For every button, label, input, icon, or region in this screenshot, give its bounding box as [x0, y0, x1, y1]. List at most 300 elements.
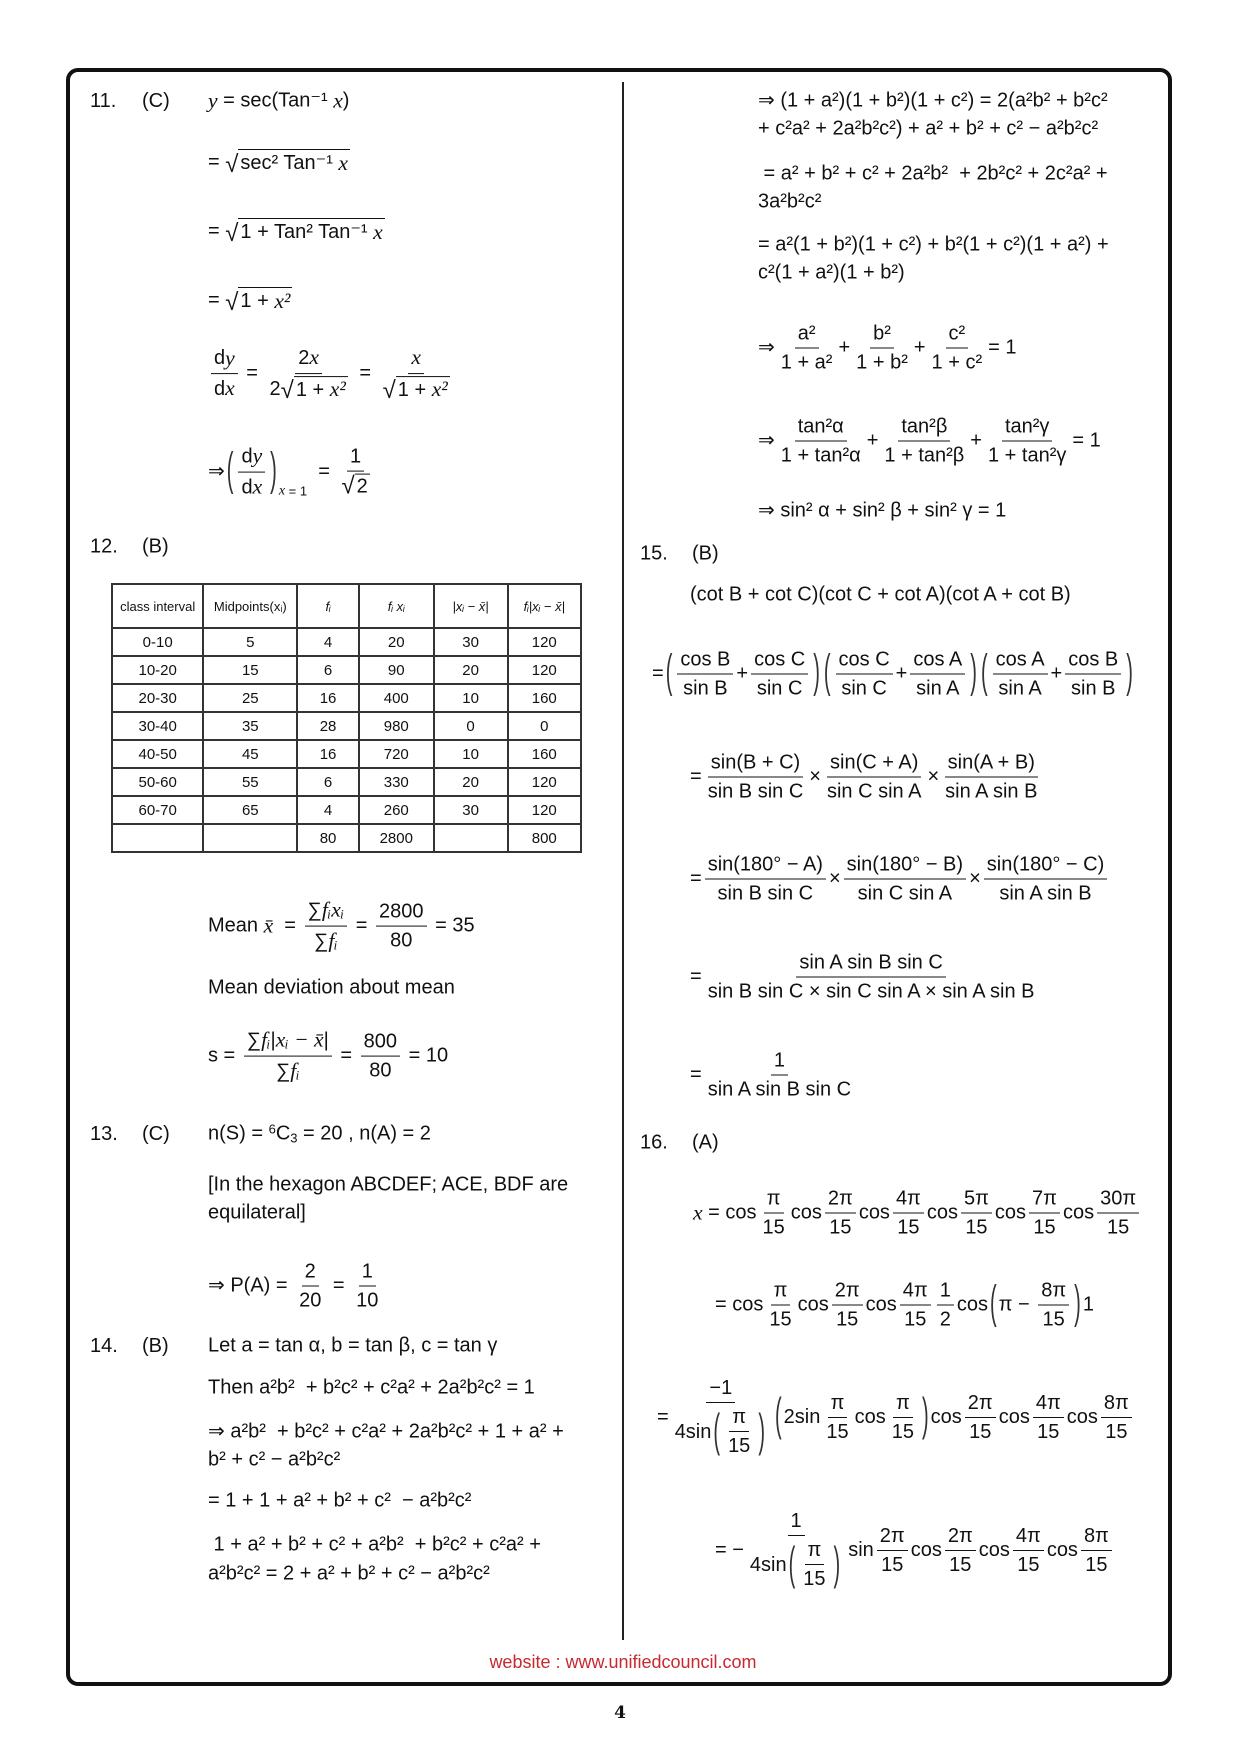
math-group — [693, 1187, 1142, 1240]
math-group — [784, 1391, 920, 1444]
denominator — [672, 1403, 770, 1458]
equation — [208, 1028, 448, 1085]
math-text: = sec(Tan⁻¹ — [217, 89, 334, 112]
fraction — [244, 1028, 332, 1085]
superscript: 6 — [268, 1121, 276, 1137]
math-text: d — [241, 445, 253, 468]
math-text: cos — [910, 1538, 942, 1561]
table-cell: 120 — [508, 628, 581, 656]
frequency-table — [111, 583, 582, 853]
math-variable: x — [333, 88, 343, 113]
math-group — [797, 1538, 831, 1591]
math-group — [369, 1059, 391, 1083]
math-text: | — [270, 1029, 276, 1052]
math-group — [690, 1049, 857, 1102]
equation — [208, 1489, 471, 1514]
math-text: π — [807, 1539, 822, 1561]
solution-line — [90, 1121, 431, 1147]
math-group — [1037, 1420, 1059, 1444]
equation — [208, 1122, 431, 1147]
numerator — [1097, 1187, 1139, 1214]
math-group — [901, 415, 947, 439]
math-text: 2π — [967, 1391, 993, 1414]
math-text: c² — [948, 322, 966, 345]
math-text: cos A — [913, 648, 963, 671]
math-text: cos — [956, 1293, 988, 1316]
equation — [690, 853, 1110, 906]
equation — [690, 583, 1071, 608]
math-text: = cos — [715, 1293, 764, 1316]
square-root — [281, 376, 348, 403]
math-group — [999, 882, 1091, 906]
math-text: cos — [865, 1293, 897, 1316]
math-text: tan²β — [901, 415, 948, 438]
left-paren-icon: ( — [774, 1390, 782, 1442]
math-text: sin(A + B) — [947, 751, 1035, 774]
math-text: cos — [790, 1201, 822, 1224]
equation — [758, 117, 1098, 142]
math-text: 15 — [728, 1435, 751, 1457]
denominator — [353, 1287, 381, 1313]
fraction — [937, 1279, 954, 1332]
math-group — [932, 351, 983, 375]
denominator — [833, 1306, 861, 1332]
math-text: n(S) = — [208, 1122, 269, 1145]
fraction — [910, 648, 965, 701]
math-text: d — [214, 347, 226, 370]
table-cell: 90 — [359, 656, 434, 684]
math-group — [208, 898, 475, 955]
math-group — [305, 1260, 316, 1284]
math-text: × — [828, 867, 841, 890]
math-text: 4π — [1035, 1391, 1061, 1414]
table-row — [112, 628, 581, 656]
math-text: 2π — [827, 1187, 853, 1210]
equation — [657, 1376, 1135, 1458]
math-text: 1 — [350, 446, 362, 468]
math-group — [690, 853, 1110, 906]
math-text: sin(180° − C) — [986, 853, 1105, 876]
math-text: + c²a² + 2a²b²c²) + a² + b² + c² − a²b²c² — [758, 117, 1099, 140]
table-cell: 30 — [434, 796, 508, 824]
answer-option: (A) — [692, 1131, 719, 1154]
right-paren-icon: ) — [758, 1406, 765, 1457]
math-group — [754, 648, 805, 672]
math-text: equilateral] — [208, 1201, 306, 1224]
math-group — [690, 583, 1071, 608]
math-text: = 1 — [285, 483, 308, 499]
math-text: 10 — [356, 1289, 379, 1312]
numerator — [751, 648, 808, 675]
subscript — [290, 1130, 297, 1146]
table-cell: 16 — [297, 740, 359, 768]
fraction — [338, 445, 372, 499]
math-group — [828, 1187, 853, 1211]
radical-sign-icon: √ — [280, 376, 294, 404]
math-text: cos — [1062, 1201, 1095, 1224]
solution-line — [690, 583, 1071, 608]
numerator — [361, 1030, 400, 1057]
solution-line — [208, 1420, 564, 1445]
math-group — [987, 853, 1105, 877]
solution-line — [208, 149, 350, 177]
math-text: ∑ — [275, 1060, 291, 1083]
math-text: a² — [797, 322, 816, 345]
math-text: cos — [1066, 1405, 1098, 1428]
math-text: Let a = tan α, b = tan β, c = tan γ — [208, 1334, 498, 1357]
solution-line — [90, 88, 350, 115]
math-text: π — [732, 1406, 747, 1428]
numerator — [1013, 1524, 1044, 1551]
math-text: = 1 — [988, 336, 1017, 359]
math-text: 800 — [363, 1030, 398, 1053]
fraction — [823, 1391, 851, 1444]
equation — [208, 976, 455, 1001]
denominator — [1104, 1214, 1132, 1240]
math-group — [718, 882, 814, 906]
math-group — [833, 648, 969, 701]
math-text: = cos — [702, 1201, 757, 1224]
website-footer: website : www.unifiedcouncil.com — [489, 1652, 757, 1672]
math-group — [826, 1420, 848, 1444]
left-paren-icon: ( — [226, 445, 234, 497]
math-text: sec² Tan⁻¹ — [240, 151, 339, 174]
numerator — [706, 1376, 735, 1403]
math-text: 4sin — [749, 1553, 787, 1576]
math-group — [683, 677, 727, 701]
table-cell: 5 — [203, 628, 297, 656]
math-text: sin A sin B — [999, 882, 1092, 905]
math-text: cos — [998, 1405, 1030, 1428]
math-group — [379, 900, 424, 924]
math-group — [298, 345, 319, 371]
table-cell: 15 — [203, 656, 297, 684]
math-text: π — [830, 1391, 845, 1414]
left-paren-icon: ( — [989, 1278, 997, 1330]
math-text: sin A — [998, 677, 1042, 700]
math-text: 3 — [290, 1130, 298, 1146]
radicand — [238, 287, 292, 315]
math-text: cos A — [995, 648, 1045, 671]
denominator — [680, 675, 730, 701]
denominator — [754, 675, 806, 701]
math-group — [308, 898, 345, 924]
math-group — [240, 288, 290, 315]
math-text: | — [323, 1029, 329, 1052]
math-text: × — [927, 765, 940, 788]
fraction — [361, 1030, 400, 1083]
math-group — [279, 483, 307, 501]
math-group — [208, 1334, 497, 1359]
math-group — [356, 1289, 378, 1313]
math-group — [208, 1562, 490, 1587]
math-group — [949, 1553, 971, 1577]
math-group — [903, 1279, 928, 1303]
math-group — [998, 677, 1041, 701]
equation — [758, 233, 1109, 258]
math-group — [758, 415, 1101, 468]
solution-line — [758, 117, 1098, 142]
right-paren-icon: ) — [833, 1539, 841, 1590]
equation — [690, 1049, 857, 1102]
math-text: = — [690, 867, 702, 890]
math-variable: fᵢxᵢ — [321, 897, 345, 922]
numerator — [705, 853, 826, 880]
math-text: 2sin — [783, 1405, 821, 1428]
table-row — [112, 768, 581, 796]
solution-line — [758, 162, 1108, 187]
math-group — [690, 951, 1041, 1004]
math-text: sin A sin B — [945, 780, 1038, 803]
math-group — [781, 351, 833, 375]
math-variable: y — [225, 345, 235, 370]
table-cell: 60-70 — [112, 796, 203, 824]
math-group — [208, 1376, 535, 1401]
math-group — [208, 287, 292, 315]
table-cell: 10 — [434, 684, 508, 712]
equation — [758, 499, 1006, 524]
math-group — [208, 976, 455, 1001]
math-text: Then a²b² + b²c² + c²a² + 2a²b²c² = 1 — [208, 1376, 535, 1399]
denominator — [725, 1432, 753, 1458]
numerator — [1038, 1279, 1069, 1306]
numerator — [946, 322, 969, 349]
math-text: = — [208, 151, 226, 174]
parentheses — [225, 444, 279, 501]
math-text: 1 — [939, 1279, 951, 1302]
math-group — [948, 751, 1035, 775]
table-cell — [434, 824, 508, 852]
math-text: = — [353, 362, 377, 385]
fraction — [929, 322, 986, 375]
math-group — [1033, 1216, 1055, 1240]
math-text: 15 — [836, 1308, 859, 1331]
math-text: cos — [854, 1405, 886, 1428]
equation — [208, 88, 349, 115]
denominator — [1040, 1306, 1068, 1332]
math-group — [965, 1216, 987, 1240]
math-text: 2π — [879, 1524, 905, 1547]
answer-option: (C) — [142, 89, 170, 112]
denominator — [942, 778, 1040, 804]
fraction — [778, 415, 864, 468]
math-group — [758, 322, 1016, 375]
equation — [208, 1562, 490, 1587]
numerator — [1002, 415, 1052, 442]
math-group — [758, 261, 905, 286]
denominator — [929, 349, 986, 375]
table-cell: 16 — [297, 684, 359, 712]
equation — [652, 648, 1135, 701]
parentheses — [711, 1405, 767, 1458]
math-text: + — [970, 429, 982, 452]
denominator — [985, 442, 1069, 468]
math-text: Mean deviation about mean — [208, 976, 455, 999]
solution-line — [690, 751, 1043, 804]
math-variable: x — [373, 220, 383, 245]
table-cell — [203, 824, 297, 852]
solution-line — [715, 1509, 1115, 1591]
fraction — [305, 898, 348, 955]
numerator — [677, 648, 733, 675]
numerator — [1029, 1187, 1060, 1214]
math-group — [841, 677, 887, 701]
equation — [208, 149, 350, 177]
fraction — [353, 1260, 381, 1313]
denominator — [267, 374, 351, 403]
column-header: |xᵢ − x̄| — [434, 584, 508, 628]
math-group — [858, 882, 952, 906]
page-number: 4 — [614, 1703, 626, 1723]
table-cell: 0 — [434, 712, 508, 740]
radical-sign-icon: √ — [341, 473, 355, 500]
equation — [715, 1509, 1115, 1591]
square-root — [383, 376, 450, 403]
equation — [208, 1448, 340, 1473]
math-group — [715, 1509, 1115, 1591]
math-group — [999, 1279, 1073, 1332]
math-group — [235, 444, 268, 501]
math-group — [675, 1405, 767, 1458]
table-row — [112, 656, 581, 684]
math-group — [208, 444, 376, 501]
table-cell: 120 — [508, 796, 581, 824]
math-group — [708, 853, 823, 877]
fraction — [853, 322, 911, 375]
numerator — [825, 1187, 856, 1214]
fraction — [238, 444, 265, 501]
question-number: 16. — [640, 1131, 668, 1154]
math-text: 2 — [298, 347, 310, 370]
math-text: = — [690, 965, 702, 988]
math-text: = 1 — [1072, 429, 1101, 452]
math-text: 15 — [1017, 1553, 1040, 1576]
math-group — [758, 89, 1108, 114]
numerator — [408, 345, 424, 374]
denominator — [766, 1306, 794, 1332]
table-cell: 55 — [203, 768, 297, 796]
math-variable: x — [225, 376, 235, 401]
denominator — [296, 1287, 324, 1313]
equation — [208, 345, 456, 403]
math-group — [208, 1420, 564, 1445]
math-text: + — [838, 336, 851, 359]
math-text: 15 — [897, 1216, 920, 1239]
equation — [208, 1376, 535, 1401]
numerator — [796, 951, 945, 978]
solution-line — [208, 1448, 340, 1473]
math-variable: x̄ — [263, 913, 274, 938]
math-text: 2800 — [379, 900, 424, 923]
denominator — [705, 778, 807, 804]
math-group — [709, 1376, 732, 1400]
denominator — [901, 1306, 929, 1332]
math-text: 15 — [1105, 1420, 1128, 1443]
math-group — [884, 444, 964, 468]
denominator — [273, 1057, 303, 1085]
math-text: ∑ — [246, 1029, 262, 1052]
math-text: = 10 — [403, 1044, 449, 1067]
equation — [208, 1533, 541, 1558]
denominator — [894, 1214, 922, 1240]
math-group — [791, 1509, 802, 1533]
table-cell: 20 — [434, 768, 508, 796]
equation — [208, 1260, 384, 1313]
numerator — [870, 322, 894, 349]
fraction — [961, 1187, 992, 1240]
math-variable: xᵢ − x̄ — [275, 1027, 324, 1052]
math-group — [208, 1489, 471, 1514]
math-text: 15 — [969, 1420, 992, 1443]
fraction — [778, 322, 836, 375]
math-group — [390, 929, 412, 953]
math-text: sin A sin B sin C — [799, 951, 943, 974]
math-text: 1 + c² — [931, 351, 983, 374]
math-group — [652, 648, 1135, 701]
fraction — [677, 648, 733, 701]
table-cell — [112, 824, 203, 852]
math-text: 1 + b² — [856, 351, 908, 374]
math-group — [1085, 1553, 1107, 1577]
numerator — [795, 415, 847, 442]
math-text: 15 — [1106, 1216, 1130, 1239]
math-text: ) — [342, 89, 350, 112]
fraction — [672, 1376, 770, 1458]
fraction — [893, 1187, 924, 1240]
math-text: 15 — [1042, 1308, 1065, 1331]
math-variable: fᵢ — [328, 928, 338, 953]
fraction — [824, 751, 924, 804]
numerator — [764, 1187, 784, 1214]
fraction — [881, 415, 967, 468]
fraction — [942, 751, 1040, 804]
math-text: = — [208, 220, 226, 243]
solution-line — [90, 1334, 498, 1359]
math-group — [968, 1391, 993, 1415]
math-group — [1041, 1279, 1066, 1303]
parentheses — [988, 1279, 1083, 1332]
math-text: = — [690, 765, 702, 788]
radicand — [294, 376, 348, 403]
numerator — [376, 900, 427, 927]
right-paren-icon: ) — [921, 1390, 929, 1442]
math-group — [208, 1201, 306, 1226]
fraction — [1101, 1391, 1132, 1444]
denominator — [705, 978, 1038, 1004]
math-group — [350, 445, 361, 469]
math-text: c²(1 + a²)(1 + b²) — [758, 261, 905, 284]
answer-option: (B) — [692, 542, 719, 565]
solution-line — [758, 190, 821, 215]
fraction — [800, 1538, 828, 1591]
math-text: sin C — [841, 677, 887, 700]
parentheses — [979, 648, 1135, 701]
denominator — [855, 880, 955, 906]
fraction — [705, 751, 807, 804]
math-text: 8π — [1041, 1279, 1067, 1302]
square-root — [225, 287, 292, 315]
math-group — [708, 980, 1035, 1004]
math-group — [1104, 1391, 1129, 1415]
question-number: 15. — [640, 542, 668, 565]
numerator — [347, 445, 364, 472]
question-number: 14. — [90, 1334, 118, 1357]
numerator — [302, 1260, 319, 1287]
math-group — [1005, 415, 1049, 439]
denominator — [778, 349, 836, 375]
math-text: = a² + b² + c² + 2a²b² + 2b²c² + 2c²a² + — [758, 162, 1108, 185]
table-cell: 50-60 — [112, 768, 203, 796]
